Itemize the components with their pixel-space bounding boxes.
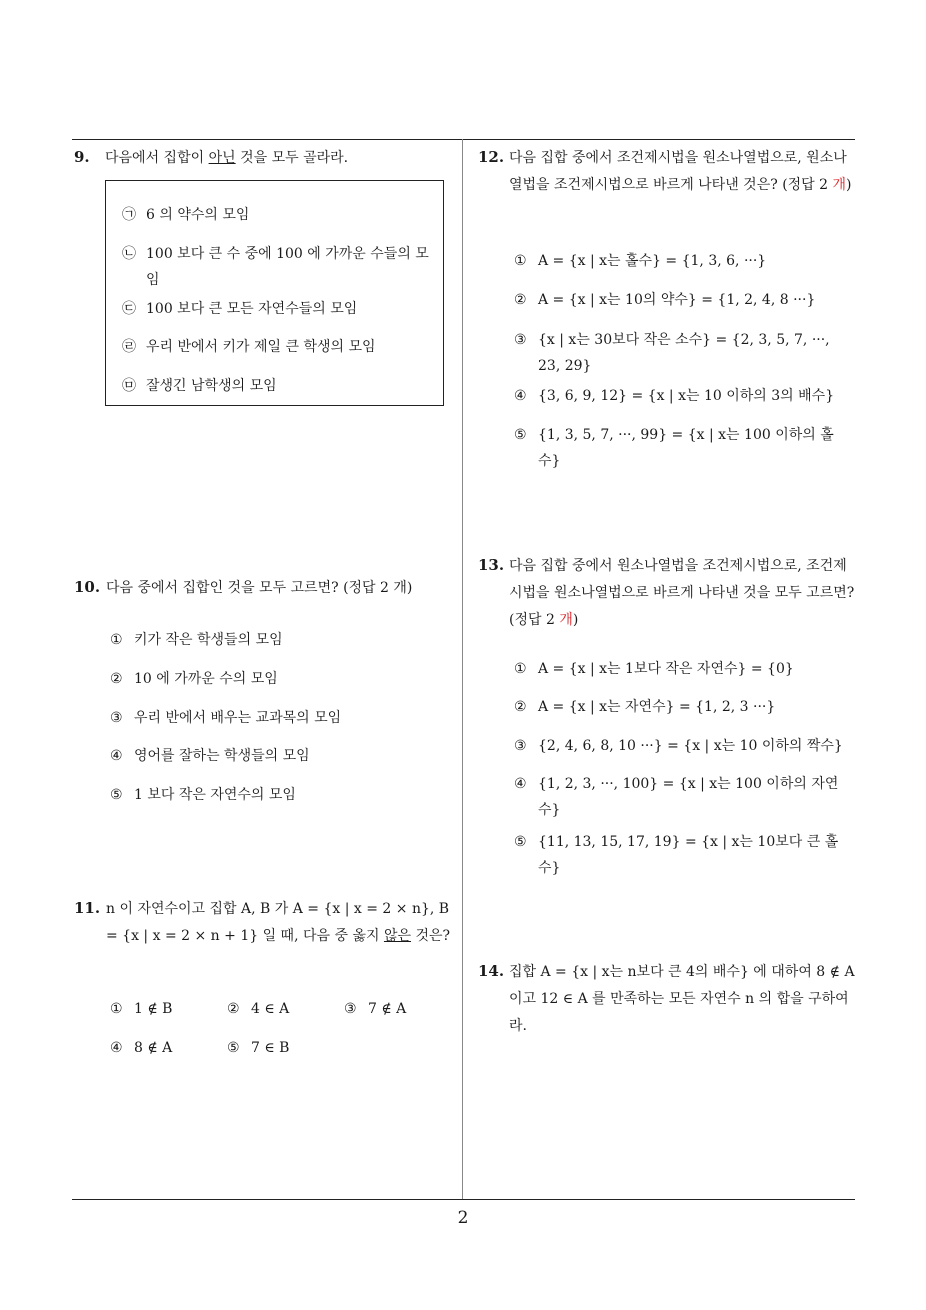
answer-option[interactable]: ① 1 ∉ B	[110, 1001, 173, 1017]
answer-option[interactable]: ① A = {x | x는 홀수} = {1, 3, 6, ···}	[514, 253, 767, 269]
question-number: 13.	[478, 556, 505, 574]
answer-option[interactable]: ① 키가 작은 학생들의 모임	[110, 632, 283, 648]
question-text: n 이 자연수이고 집합 A, B 가 A = {x | x = 2 × n}, B = {x | x = 2 × n + 1} 일 때, 다음 중 옳지 않은 것은?	[106, 901, 451, 944]
answer-option[interactable]: ③ 7 ∉ A	[344, 1001, 407, 1017]
answer-option[interactable]: ② A = {x | x는 자연수} = {1, 2, 3 ···}	[514, 699, 776, 715]
answer-option[interactable]: ② 10 에 가까운 수의 모임	[110, 671, 278, 687]
box-item: ㉤ 잘생긴 남학생의 모임	[122, 378, 277, 394]
answer-option[interactable]: ③ {2, 4, 6, 8, 10 ···} = {x | x는 10 이하의 짝수}	[514, 738, 843, 754]
column-divider	[462, 139, 463, 1200]
answer-option[interactable]: ④ {3, 6, 9, 12} = {x | x는 10 이하의 3의 배수}	[514, 388, 835, 404]
answer-option[interactable]: ① A = {x | x는 1보다 작은 자연수} = {0}	[514, 661, 794, 677]
page-number: 2	[457, 1208, 469, 1228]
box-item: ㉣ 우리 반에서 키가 제일 큰 학생의 모임	[122, 339, 376, 355]
top-rule	[72, 139, 855, 140]
answer-option[interactable]: ⑤ {11, 13, 15, 17, 19} = {x | x는 10보다 큰 홀수}	[514, 834, 839, 876]
box-item: ㉢ 100 보다 큰 모든 자연수들의 모임	[122, 301, 358, 317]
answer-option[interactable]: ⑤ 7 ∈ B	[227, 1040, 290, 1056]
answer-option[interactable]: ⑤ 1 보다 작은 자연수의 모임	[110, 787, 296, 803]
question-number: 9.	[74, 148, 90, 166]
answer-option[interactable]: ⑤ {1, 3, 5, 7, ···, 99} = {x | x는 100 이하의 홀수}	[514, 427, 834, 469]
choice-box	[105, 180, 444, 406]
box-item: ㉠ 6 의 약수의 모임	[122, 207, 250, 223]
question-number: 11.	[74, 899, 101, 917]
answer-option[interactable]: ④ 영어를 잘하는 학생들의 모임	[110, 748, 310, 764]
question-number: 14.	[478, 962, 505, 980]
answer-option[interactable]: ④ 8 ∉ A	[110, 1040, 173, 1056]
question-number: 12.	[478, 148, 505, 166]
answer-option[interactable]: ③ {x | x는 30보다 작은 소수} = {2, 3, 5, 7, ···, 23, 29}	[514, 332, 830, 374]
answer-option[interactable]: ② A = {x | x는 10의 약수} = {1, 2, 4, 8 ···}	[514, 292, 816, 308]
question-text: 다음 중에서 집합인 것을 모두 고르면? (정답 2 개)	[106, 580, 413, 596]
question-text: 다음 집합 중에서 조건제시법을 원소나열법으로, 원소나열법을 조건제시법으로 바르게 나타낸 것은? (정답 2 개)	[509, 150, 852, 193]
box-item: ㉡ 100 보다 큰 수 중에 100 에 가까운 수들의 모임	[122, 246, 429, 288]
question-text: 다음에서 집합이 아닌 것을 모두 골라라.	[105, 150, 349, 166]
answer-option[interactable]: ④ {1, 2, 3, ···, 100} = {x | x는 100 이하의 자연수}	[514, 776, 839, 818]
question-number: 10.	[74, 578, 101, 596]
question-text: 집합 A = {x | x는 n보다 큰 4의 배수} 에 대하여 8 ∉ A 이고 12 ∈ A 를 만족하는 모든 자연수 n 의 합을 구하여라.	[509, 964, 855, 1034]
question-text: 다음 집합 중에서 원소나열법을 조건제시법으로, 조건제시법을 원소나열법으로 바르게 나타낸 것을 모두 고르면? (정답 2 개)	[509, 558, 855, 628]
bottom-rule	[72, 1199, 855, 1200]
answer-option[interactable]: ③ 우리 반에서 배우는 교과목의 모임	[110, 710, 342, 726]
answer-option[interactable]: ② 4 ∈ A	[227, 1001, 290, 1017]
